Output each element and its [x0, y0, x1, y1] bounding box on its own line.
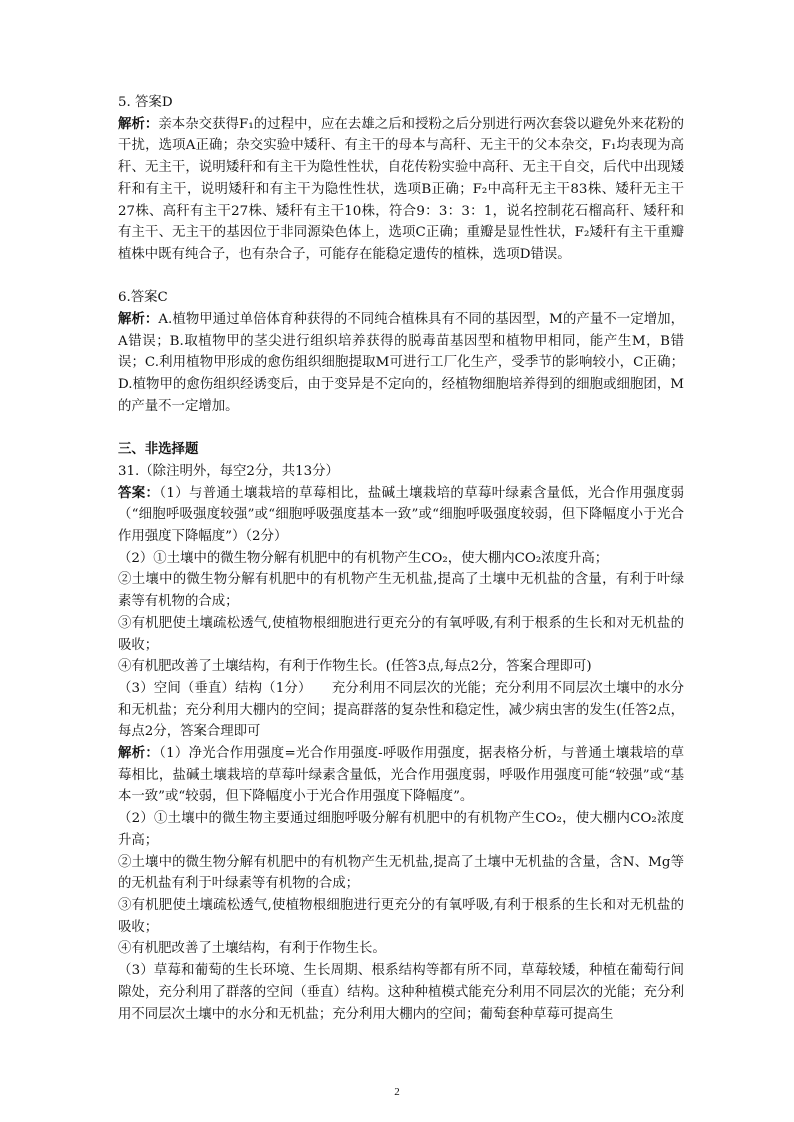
q31-analysis-2-3: ③有机肥使土壤疏松透气,使植物根细胞进行更充分的有氧呼吸,有利于根系的生长和对无机盐的吸收； [118, 897, 684, 935]
q5-analysis [118, 114, 684, 266]
q6-analysis-text: A.植物甲通过单倍体育种获得的不同纯合植株具有不同的基因型，M的产量不一定增加，A错误；B.取植物甲的茎尖进行组织培养获得的脱毒苗基因型和植物甲相同，能产生M，B错误；C.利用植物甲形成的愈伤组织细胞提取M可进行工厂化生产，受季节的影响较小，C正确；D.植物甲的愈伤组织经诱变后，由于变异是不定向的，经植物细胞培养得到的细胞或细胞团，M的产量不一定增加。 [118, 312, 684, 414]
q31-answer-2-4: ④有机肥改善了土壤结构，有利于作物生长。(任答3点,每点2分，答案合理即可) [118, 659, 592, 675]
page-number: 2 [394, 1086, 400, 1098]
q31-answer-1 [118, 483, 684, 548]
q31-answer-2-3: ③有机肥使土壤疏松透气,使植物根细胞进行更充分的有氧呼吸,有利于根系的生长和对无机盐的吸收； [118, 615, 684, 653]
q31-analysis-2-2: ②土壤中的微生物分解有机肥中的有机物产生无机盐,提高了土壤中无机盐的含量，含N、Mg等的无机盐有利于叶绿素等有机物的合成； [118, 854, 684, 892]
q5-answer: 5. 答案D [118, 95, 173, 110]
q31-analysis-3: （3）草莓和葡萄的生长环境、生长周期、根系结构等都有所不同，草莓较矮，种植在葡萄行间隙处，充分利用了群落的空间（垂直）结构。这种种植模式能充分利用不同层次的光能；充分利用不同层次土壤中的水分和无机盐；充分利用大棚内的空间；葡萄套种草莓可提高生 [118, 963, 684, 1022]
q6-analysis [118, 309, 684, 418]
q31-answer-3: （3）空间（垂直）结构（1分） 充分利用不同层次的光能；充分利用不同层次土壤中的水分和无机盐；充分利用大棚内的空间；提高群落的复杂性和稳定性，减少病虫害的发生(任答2点，每点2分，答案合理即可 [118, 680, 684, 740]
q31-analysis-1 [118, 743, 684, 808]
q5-analysis-text: 亲本杂交获得F₁的过程中，应在去雄之后和授粉之后分别进行两次套袋以避免外来花粉的干扰，选项A正确；杂交实验中矮秆、有主干的母本与高秆、无主干的父本杂交，F₁均表现为高秆、无主干，说明矮秆和有主干为隐性性状，自花传粉实验中高秆、无主干自交，后代中出现矮秆和有主干，说明矮秆和有主干为隐性性状，选项B正确；F₂中高秆无主干83株、矮秆无主干27株、高秆有主干27株、矮秆有主干10株，符合9：3：3：1，说名控制花石榴高秆、矮秆和有主干、无主干的基因位于非同源染色体上，选项C正确；重瓣是显性性状，F₂矮秆有主干重瓣植株中既有纯合子，也有杂合子，可能存在能稳定遗传的植株，选项D错误。 [118, 116, 685, 262]
q6-answer: 6.答案C [118, 290, 168, 306]
analysis-label: 解析： [118, 115, 159, 132]
q31-head: 31.（除注明外，每空2分，共13分） [118, 463, 339, 479]
q31-answer-2-1: （2）①土壤中的微生物分解有机肥中的有机物产生CO₂，使大棚内CO₂浓度升高； [118, 550, 609, 566]
section-heading: 三、非选择题 [118, 442, 199, 458]
answer-label: 答案： [118, 484, 160, 501]
analysis-label: 解析： [118, 745, 160, 762]
q31-analysis-1-text: （1）净光合作用强度=光合作用强度-呼吸作用强度，据表格分析，与普通土壤栽培的草莓相比，盐碱土壤栽培的草莓叶绿素含量低，光合作用强度弱，呼吸作用强度可能“较强”或“基本一致”或“较弱，但下降幅度小于光合作用强度下降幅度”。 [118, 746, 685, 805]
document-body [118, 92, 684, 1025]
q31-analysis-2-1: （2）①土壤中的微生物主要通过细胞呼吸分解有机肥中的有机物产生CO₂，使大棚内CO₂浓度升高； [118, 811, 684, 848]
q31-answer-1-text: （1）与普通土壤栽培的草莓相比，盐碱土壤栽培的草莓叶绿素含量低，光合作用强度弱（“细胞呼吸强度较强”或“细胞呼吸强度基本一致”或“细胞呼吸强度较弱，但下降幅度小于光合作用强度下降幅度”）（2分） [118, 485, 684, 545]
analysis-label: 解析： [118, 311, 159, 328]
q31-analysis-2-4: ④有机肥改善了土壤结构，有利于作物生长。 [118, 941, 386, 957]
q31-answer-2-2: ②土壤中的微生物分解有机肥中的有机物产生无机盐,提高了土壤中无机盐的含量，有利于叶绿素等有机物的合成； [118, 572, 684, 610]
